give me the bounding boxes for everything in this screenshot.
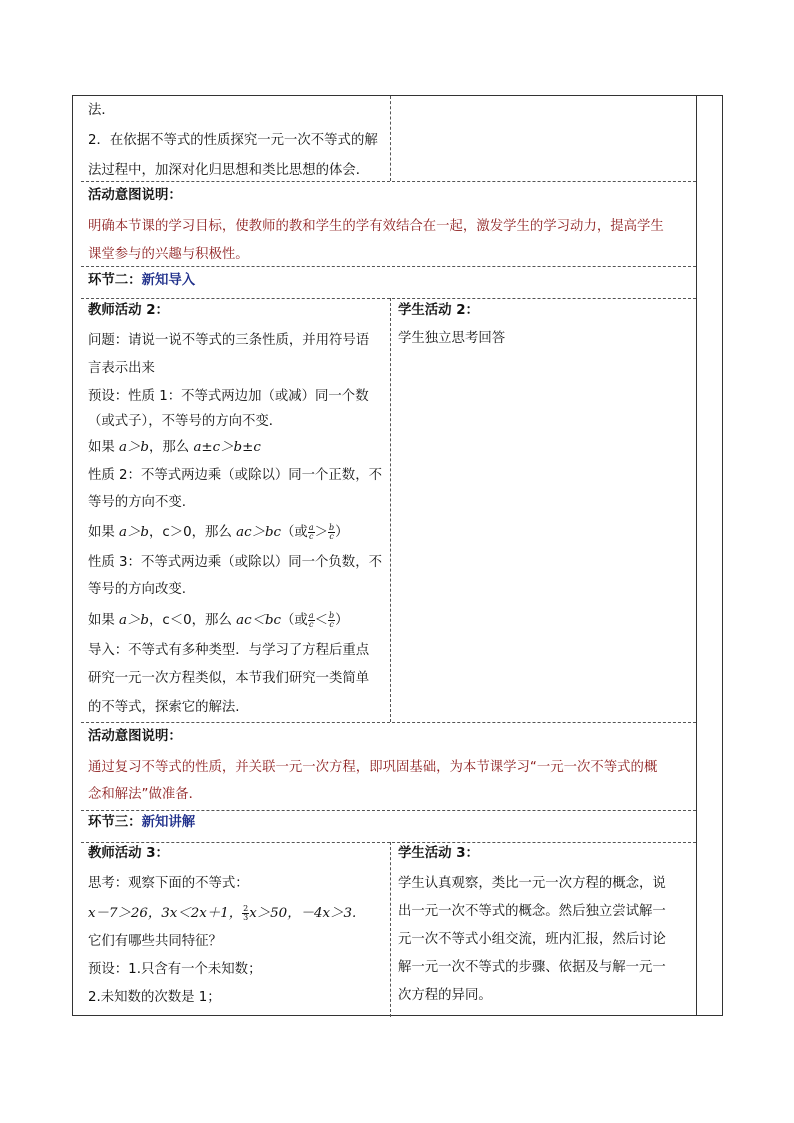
- section-title: 新知导入: [141, 273, 196, 288]
- objective-line: 2．在依据不等式的性质探究一元一次不等式的解: [88, 133, 378, 148]
- preset-line: 预设：1.只含有一个未知数；: [88, 962, 262, 977]
- formula-text: ）: [335, 525, 349, 540]
- intent-text: 明确本节课的学习目标，使教师的教和学生的学有效结合在一起，激发学生的学习动力，提高学生: [88, 219, 664, 234]
- student-activity-text: 学生认真观察，类比一元一次方程的概念，说: [398, 876, 666, 891]
- fraction: $\frac{2}{3}$: [243, 904, 249, 922]
- property-line: 性质 3：不等式两边乘（或除以）同一个负数，不: [88, 555, 382, 570]
- preset-line: 2.未知数的次数是 1；: [88, 990, 221, 1005]
- student-activity-text: 次方程的异同。: [398, 988, 492, 1003]
- section-title: 新知讲解: [141, 815, 196, 830]
- formula-math: a＞b: [119, 613, 149, 628]
- formula-math: ac＞bc: [236, 525, 282, 540]
- property-line: 性质 2：不等式两边乘（或除以）同一个正数，不: [88, 468, 382, 483]
- section-heading: [88, 266, 195, 296]
- student-activity-heading: 学生活动 2：: [398, 303, 479, 318]
- property-line: 等号的方向改变.: [88, 582, 186, 597]
- intro-line: 的不等式，探索它的解法.: [88, 700, 240, 715]
- formula-math: a±c＞b±c: [193, 440, 261, 455]
- formula-text: （或: [281, 525, 308, 540]
- intent-text: 课堂参与的兴趣与积极性。: [88, 247, 249, 262]
- inequality-list: [88, 899, 356, 929]
- property-line: 预设：性质 1：不等式两边加（或减）同一个数: [88, 389, 369, 404]
- intro-line: 研究一元一次方程类似，本节我们研究一类简单: [88, 671, 370, 686]
- question-line: 言表示出来: [88, 361, 155, 376]
- teacher-activity-heading: 教师活动 3：: [88, 846, 169, 861]
- formula-line: [88, 518, 349, 548]
- row-divider: [81, 842, 696, 843]
- fraction: $\frac{b}{c}$: [329, 522, 335, 541]
- formula-line: [88, 606, 349, 636]
- inequality-text: x－7＞26，3x＜2x＋1，: [88, 906, 243, 921]
- student-activity-text: 元一次不等式小组交流，班内汇报，然后讨论: [398, 932, 666, 947]
- teacher-activity-heading: 教师活动 2：: [88, 303, 169, 318]
- objective-line: 法过程中，加深对化归思想和类比思想的体会．: [88, 163, 370, 178]
- student-activity-text: 出一元一次不等式的概念。然后独立尝试解一: [398, 904, 666, 919]
- formula-math: ac＜bc: [236, 613, 282, 628]
- formula-text: 如果: [88, 440, 120, 455]
- section-prefix: 环节二：: [88, 273, 142, 288]
- formula-text: 如果: [88, 613, 120, 628]
- row-divider: [81, 298, 696, 299]
- intent-heading: 活动意图说明：: [88, 729, 182, 744]
- column-divider: [390, 298, 391, 722]
- column-divider: [390, 96, 391, 181]
- intro-line: 导入：不等式有多种类型．与学习了方程后重点: [88, 643, 370, 658]
- formula-math: a＞b: [119, 525, 149, 540]
- intent-text: 念和解法”做准备．: [88, 787, 203, 802]
- formula-text: ＜: [314, 613, 328, 628]
- property-line: （或式子），不等号的方向不变．: [88, 414, 283, 429]
- intent-text: 通过复习不等式的性质，并关联一元一次方程，即巩固基础，为本节课学习“一元一次不等式的概: [88, 760, 658, 775]
- inequality-text: x＞50，－4x＞3.: [249, 906, 357, 921]
- fraction: $\frac{a}{c}$: [308, 610, 314, 629]
- fraction: $\frac{a}{c}$: [308, 522, 314, 541]
- formula-text: ，那么: [149, 440, 194, 455]
- right-margin-border: [696, 96, 697, 1015]
- question-line: 问题：请说一说不等式的三条性质，并用符号语: [88, 333, 370, 348]
- formula-text: ，c＜0，那么: [149, 613, 237, 628]
- student-activity-text: 学生独立思考回答: [398, 331, 506, 346]
- objective-line: 法．: [88, 103, 115, 118]
- fraction: $\frac{b}{c}$: [329, 610, 335, 629]
- formula-text: ）: [335, 613, 349, 628]
- formula-text: ，c＞0，那么: [149, 525, 237, 540]
- formula-math: a＞b: [119, 440, 149, 455]
- formula-text: （或: [281, 613, 308, 628]
- formula-text: 如果: [88, 525, 120, 540]
- section-heading: [88, 808, 195, 838]
- intent-heading: 活动意图说明：: [88, 188, 182, 203]
- column-divider: [390, 842, 391, 1017]
- student-activity-text: 解一元一次不等式的步骤、依据及与解一元一: [398, 960, 666, 975]
- think-line: 思考：观察下面的不等式：: [88, 876, 249, 891]
- student-activity-heading: 学生活动 3：: [398, 846, 479, 861]
- question-line: 它们有哪些共同特征？: [88, 934, 222, 949]
- section-prefix: 环节三：: [88, 815, 142, 830]
- formula-text: ＞: [314, 525, 328, 540]
- property-line: 等号的方向不变.: [88, 495, 186, 510]
- formula-line: [88, 433, 261, 463]
